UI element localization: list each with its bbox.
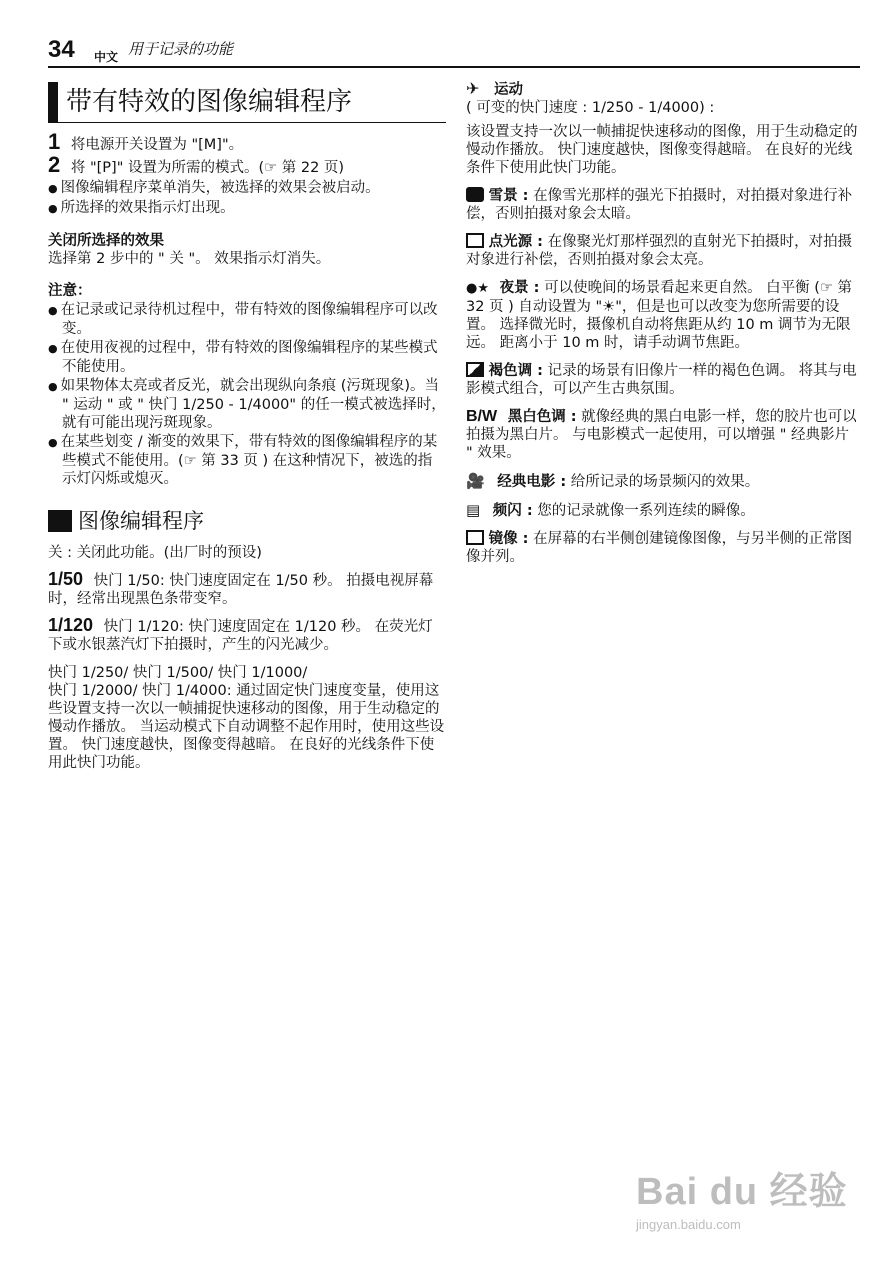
spotlight-entry bbox=[466, 233, 860, 269]
strobe-label: 频闪 : bbox=[492, 503, 533, 519]
sport-text: 该设置支持一次以一帧捕捉快速移动的图像，用于生动稳定的慢动作播放。 快门速度越快，图像变得越暗。 在良好的光线条件下使用此快门功能。 bbox=[466, 124, 858, 176]
sepia-entry bbox=[466, 362, 860, 398]
spotlight-label: 点光源 : bbox=[488, 234, 543, 250]
watermark-url: jingyan.baidu.com bbox=[636, 1217, 741, 1232]
night-entry bbox=[466, 279, 860, 352]
section-title: 带有特效的图像编辑程序 bbox=[48, 82, 446, 123]
page-header-title: 用于记录的功能 bbox=[128, 40, 234, 58]
step-1-number: 1 bbox=[48, 129, 61, 154]
night-icon: ●★ bbox=[466, 281, 489, 296]
note-item: ● 如果物体太亮或者反光，就会出现纵向条痕 (污斑现象)。当 " 运动 " 或 " 快门 1/250 - 1/4000" 的任一模式被选择时，就有可能出现污斑现象。 bbox=[48, 377, 446, 432]
program-ae-icon bbox=[48, 510, 72, 532]
sepia-label: 褐色调 : bbox=[488, 363, 543, 379]
page-language: 中文 bbox=[94, 50, 119, 64]
strobe-text: 您的记录就像一系列连续的瞬像。 bbox=[537, 503, 755, 519]
sport-title: 运动 bbox=[494, 82, 524, 98]
film-camera-icon: 🎥 bbox=[466, 472, 485, 490]
note-heading: 注意： bbox=[48, 283, 92, 299]
sepia-icon bbox=[466, 362, 484, 377]
left-column bbox=[48, 82, 446, 772]
mirror-icon bbox=[466, 530, 484, 545]
cinema-text: 给所记录的场景频闪的效果。 bbox=[570, 474, 760, 490]
shutter-50-entry bbox=[48, 570, 446, 608]
close-effect-heading: 关闭所选择的效果 bbox=[48, 233, 164, 249]
shutter-120-icon: 1/120 bbox=[48, 615, 94, 635]
bw-text: 就像经典的黑白电影一样，您的胶片也可以拍摄为黑白片。 与电影模式一起使用，可以增强 " 经典影片 " 效果。 bbox=[466, 409, 857, 461]
strobe-entry bbox=[466, 501, 860, 520]
step-2-text: 将 "[P]" 设置为所需的模式。(☞ 第 22 页) bbox=[70, 160, 345, 176]
step-2 bbox=[48, 152, 446, 177]
bw-label: 黑白色调 : bbox=[507, 409, 577, 425]
shutter-120-text: 快门 1/120: 快门速度固定在 1/120 秒。 在荧光灯下或水银蒸汽灯下拍摄时，产生的闪光减少。 bbox=[48, 619, 433, 653]
shutter-120-entry bbox=[48, 616, 446, 654]
shutter-50-icon: 1/50 bbox=[48, 569, 84, 589]
subsection-title-text: 图像编辑程序 bbox=[78, 509, 204, 533]
bullet-item: ● 所选择的效果指示灯出现。 bbox=[48, 199, 446, 218]
sepia-text: 记录的场景有旧像片一样的褐色色调。 将其与电影模式组合，可以产生古典氛围。 bbox=[466, 363, 857, 397]
snow-entry bbox=[466, 187, 860, 223]
mirror-text: 在屏幕的右半侧创建镜像图像，与另半侧的正常图像并列。 bbox=[466, 531, 853, 565]
cinema-entry bbox=[466, 472, 860, 491]
bullet-item: ● 图像编辑程序菜单消失，被选择的效果会被启动。 bbox=[48, 179, 446, 198]
page-number: 34 bbox=[48, 36, 75, 63]
note-item: ● 在记录或记录待机过程中，带有特效的图像编辑程序可以改变。 bbox=[48, 301, 446, 338]
shutter-fast-heading: 快门 1/250/ 快门 1/500/ 快门 1/1000/ bbox=[48, 665, 308, 681]
right-column bbox=[466, 80, 860, 576]
snow-label: 雪景 : bbox=[488, 188, 529, 204]
shutter-50-text: 快门 1/50: 快门速度固定在 1/50 秒。 拍摄电视屏幕时，经常出现黑色条带变窄。 bbox=[48, 573, 434, 607]
spotlight-icon bbox=[466, 233, 484, 248]
cinema-label: 经典电影 : bbox=[497, 474, 567, 490]
snow-icon bbox=[466, 187, 484, 202]
sport-subtitle: ( 可变的快门速度 : 1/250 - 1/4000) : bbox=[466, 100, 715, 116]
note-item: ● 在某些划变 / 渐变的效果下，带有特效的图像编辑程序的某些模式不能使用。(☞ 第 33 页 ) 在这种情况下，被选的指示灯闪烁或熄灭。 bbox=[48, 433, 446, 488]
note-item: ● 在使用夜视的过程中，带有特效的图像编辑程序的某些模式不能使用。 bbox=[48, 339, 446, 376]
step-1-text: 将电源开关设置为 "[M]"。 bbox=[70, 137, 244, 153]
spotlight-text: 在像聚光灯那样强烈的直射光下拍摄时，对拍摄对象进行补偿，否则拍摄对象会太亮。 bbox=[466, 234, 853, 268]
close-effect-text: 选择第 2 步中的 " 关 "。 效果指示灯消失。 bbox=[48, 251, 331, 267]
baidu-watermark bbox=[636, 1160, 848, 1232]
snow-text: 在像雪光那样的强光下拍摄时，对拍摄对象进行补偿，否则拍摄对象会太暗。 bbox=[466, 188, 853, 222]
sport-entry bbox=[466, 80, 860, 99]
night-label: 夜景 : bbox=[499, 280, 540, 296]
sport-icon: ✈ bbox=[466, 79, 480, 98]
watermark-brand: Bai du 经验 bbox=[636, 1171, 848, 1213]
page-header bbox=[48, 36, 860, 68]
bw-icon: B/W bbox=[466, 408, 498, 425]
off-mode-text: 关 : 关闭此功能。(出厂时的预设) bbox=[48, 545, 262, 561]
mirror-label: 镜像 : bbox=[488, 531, 529, 547]
night-text: 可以使晚间的场景看起来更自然。 白平衡 (☞ 第 32 页 ) 自动设置为 "☀"，但是也可以改变为您所需要的设置。 选择微光时，摄像机自动将焦距从约 10 m 调节为无限远。 距离小于 10 m 时，请手动调节焦距。 bbox=[466, 280, 853, 351]
shutter-fast-text: 快门 1/2000/ 快门 1/4000: 通过固定快门速度变量，使用这些设置支持一次以一帧捕捉快速移动的图像，用于生动稳定的慢动作播放。 当运动模式下自动调整不起作用时，使用这些设置。 快门速度越快，图像变得越暗。 在良好的光线条件下使用此快门功能。 bbox=[48, 683, 445, 771]
step-1 bbox=[48, 129, 446, 154]
mirror-entry bbox=[466, 530, 860, 566]
subsection-title bbox=[48, 506, 446, 536]
strobe-icon: ▤ bbox=[466, 501, 481, 519]
bw-entry bbox=[466, 408, 860, 462]
step-2-number: 2 bbox=[48, 152, 61, 177]
